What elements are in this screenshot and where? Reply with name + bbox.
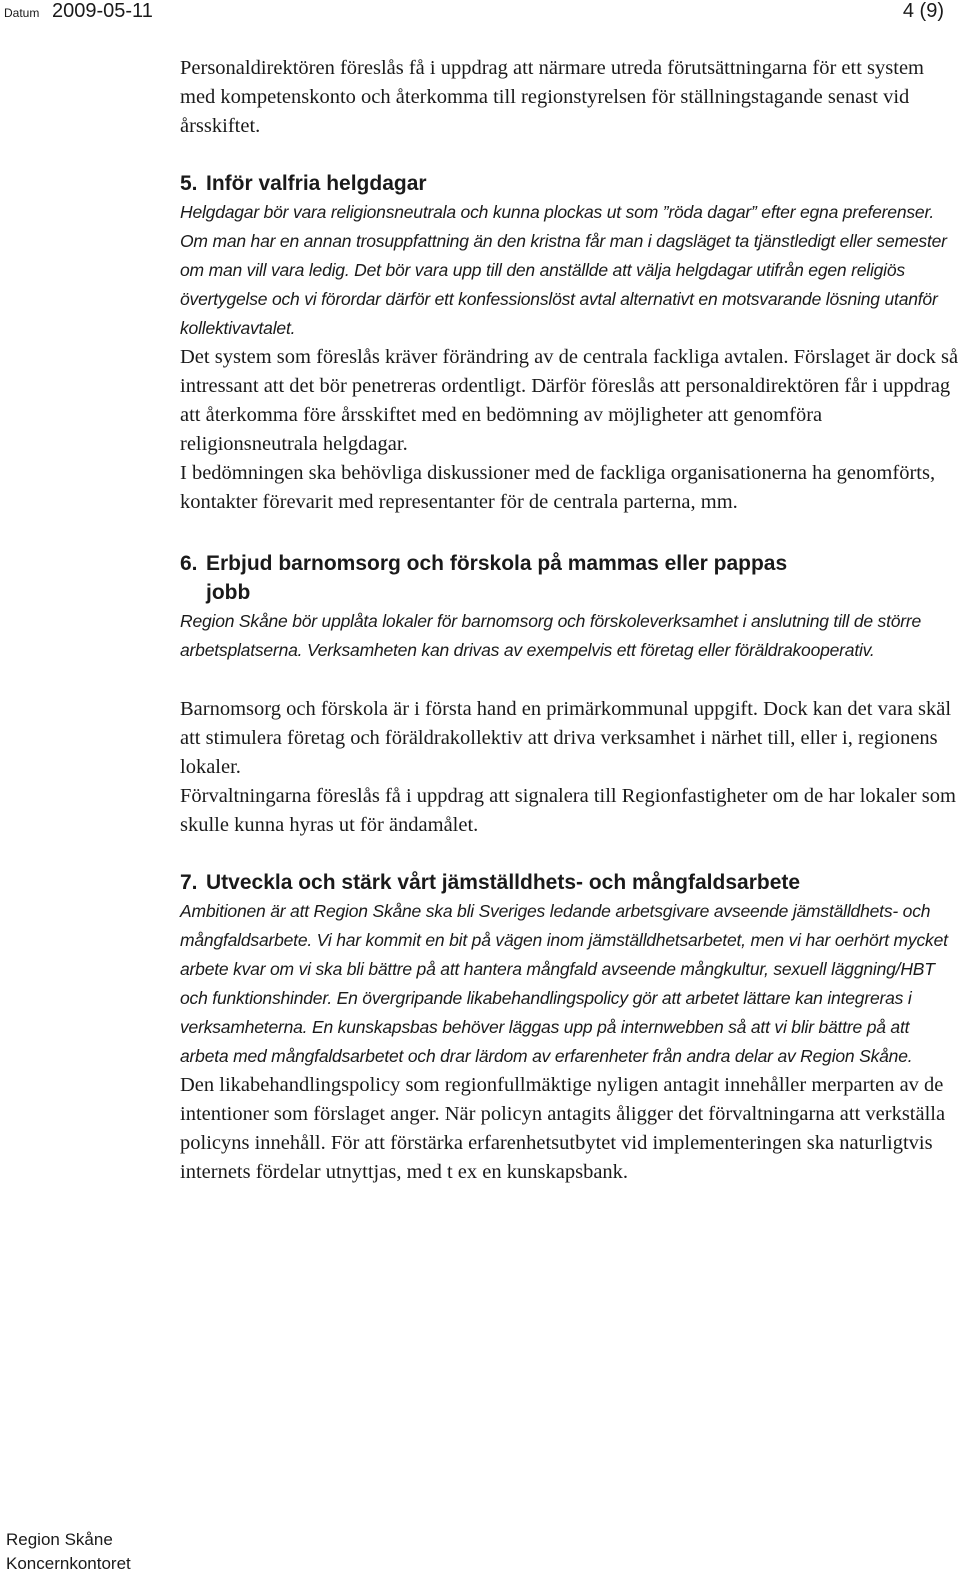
spacer <box>180 665 960 695</box>
spacer <box>180 141 960 169</box>
section-5-response-2: I bedömningen ska behövliga diskussioner med de fackliga organisationerna ha genomförts, kontakter förevarit med representanter för de centrala parterna, mm. <box>180 462 936 513</box>
section-7-heading <box>180 868 960 897</box>
section-6-number: 6. <box>180 552 198 575</box>
section-7-response: Den likabehandlingspolicy som regionfullmäktige nyligen antagit innehåller merparten av de intentioner som förslaget anger. När policyn antagits åligger det förvaltningarna att verkställa policyns innehåll. För att förstärka erfarenhetsutbytet vid implementeringen ska naturligtvis internets fördelar utnyttjas, med t ex en kunskapsbank. <box>180 1074 946 1183</box>
footer-organization: Region Skåne <box>6 1530 113 1549</box>
section-6-title: Erbjud barnomsorg och förskola på mammas eller pappas <box>206 552 788 575</box>
document-date: 2009-05-11 <box>52 0 153 22</box>
section-6-title-continued: jobb <box>206 581 251 604</box>
section-6-proposal: Region Skåne bör upplåta lokaler för barnomsorg och förskoleverksamhet i anslutning till de större arbetsplatserna. Verksamheten kan drivas av exempelvis ett företag eller föräldrakooperativ. <box>180 611 922 660</box>
document-body <box>180 54 960 1187</box>
section-6-heading <box>180 549 960 607</box>
page-number: 4 (9) <box>902 0 944 22</box>
section-5-response-1: Det system som föreslås kräver förändring av de centrala fackliga avtalen. Förslaget är dock så intressant att det bör penetreras ordentligt. Därför föreslås att personaldirektören får i uppdrag att återkomma före årsskiftet med en bedömning av möjligheter att genomföra religionsneutrala helgdagar. <box>180 346 959 455</box>
section-6-response-2: Förvaltningarna föreslås få i uppdrag att signalera till Regionfastigheter om de har lokaler som skulle kunna hyras ut för ändamålet. <box>180 785 956 836</box>
section-7-proposal: Ambitionen är att Region Skåne ska bli Sveriges ledande arbetsgivare avseende jämställdhets- och mångfaldsarbete. Vi har kommit en bit på vägen inom jämställdhetsarbetet, men vi har oerhört mycket arbete kvar om vi ska bli bättre på att hantera mångfald avseende mångkultur, sexuell läggning/HBT och funktionshinder. En övergripande likabehandlingspolicy gör att arbetet lättare kan integreras i verksamheterna. En kunskapsbas behöver läggas upp på internwebben så att vi blir bättre på att arbeta med mångfaldsarbetet och drar lärdom av erfarenheter från andra delar av Region Skåne. <box>180 901 948 1066</box>
section-5-proposal: Helgdagar bör vara religionsneutrala och kunna plockas ut som ”röda dagar” efter egna preferenser. Om man har en annan trosuppfattning än den kristna får man i dagsläget ta tjänstledigt eller semester om man vill vara ledig. Det bör vara upp till den anställde att välja helgdagar utifrån egen religiös övertygelse och vi förordar därför ett konfessionslöst avtal alternativt en motsvarande lösning utanför kollektivavtalet. <box>180 202 947 338</box>
spacer <box>180 840 960 868</box>
intro-paragraph: Personaldirektören föreslås få i uppdrag att närmare utreda förutsättningarna för ett system med kompetenskonto och återkomma till regionstyrelsen för ställningstagande senast vid årsskiftet. <box>180 57 924 137</box>
footer-unit: Koncernkontoret <box>6 1554 131 1573</box>
page-footer <box>6 1528 131 1576</box>
section-7-title: Utveckla och stärk vårt jämställdhets- och mångfaldsarbete <box>206 871 801 894</box>
section-5-number: 5. <box>180 172 198 195</box>
section-5-title: Inför valfria helgdagar <box>206 172 427 195</box>
section-6-response-1: Barnomsorg och förskola är i första hand en primärkommunal uppgift. Dock kan det vara skäl att stimulera företag och föräldrakollektiv att driva verksamhet i närhet till, eller i, regionens lokaler. <box>180 698 952 778</box>
section-7-number: 7. <box>180 871 198 894</box>
page-header <box>0 0 960 30</box>
date-label: Datum <box>4 6 40 20</box>
section-5-heading <box>180 169 960 198</box>
